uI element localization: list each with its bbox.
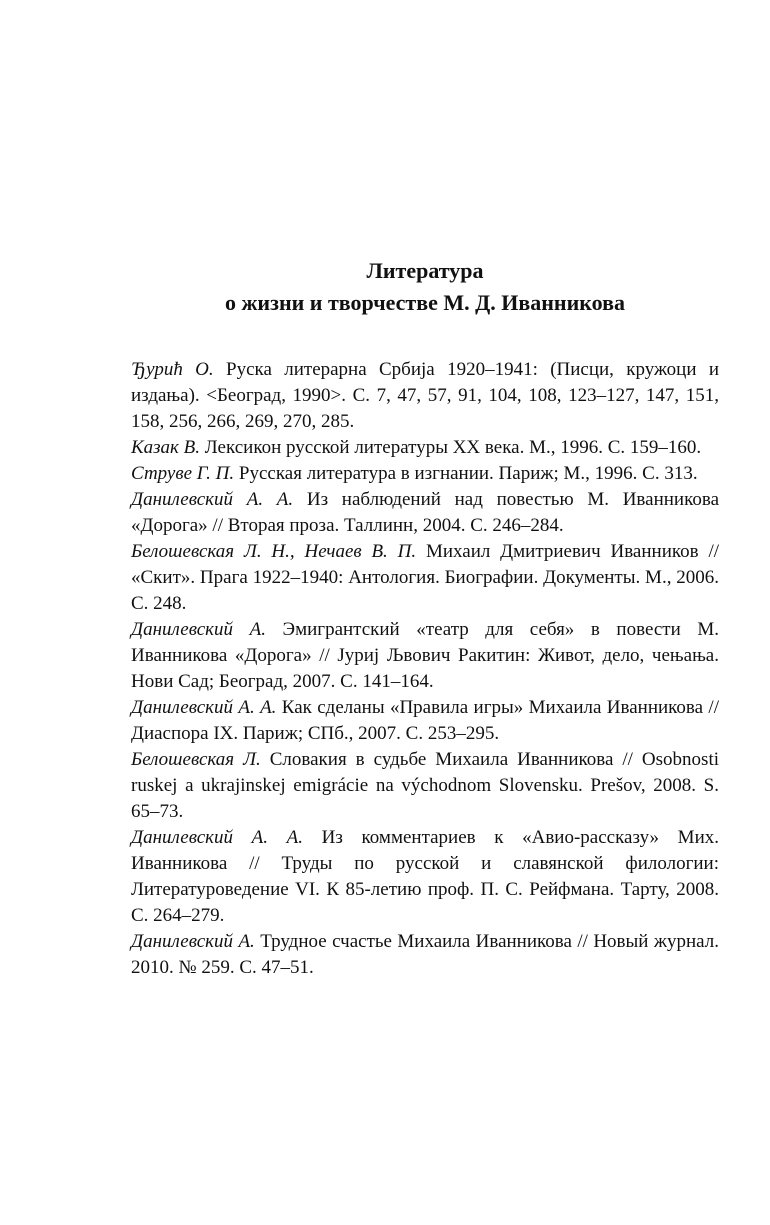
reference-item [131, 487, 719, 539]
reference-item [131, 357, 719, 435]
reference-author: Белошевская Л. [131, 749, 261, 770]
reference-author: Ђурић О. [131, 359, 214, 380]
reference-text: Трудное счастье Михаила Иванникова // Новый журнал. 2010. № 259. С. 47–51. [131, 931, 720, 978]
reference-item [131, 435, 719, 461]
reference-text: Эмигрантский «театр для себя» в повести М. Иванникова «Дорога» // Јуриј Љвович Ракитин: Живот, дело, чењања. Нови Сад; Београд, 2007. С. 141–164. [131, 619, 719, 692]
reference-text: Словакия в судьбе Михаила Иванникова // Osobnosti ruskej a ukrajinskej emigrácie na východnom Slovensku. Prešov, 2008. S. 65–73. [131, 749, 720, 822]
reference-item [131, 747, 719, 825]
reference-text: Из наблюдений над повестью М. Иванникова «Дорога» // Вторая проза. Таллинн, 2004. С. 246–284. [131, 489, 719, 536]
reference-item [131, 929, 719, 981]
reference-item [131, 695, 719, 747]
reference-text: Как сделаны «Правила игры» Михаила Иванникова // Диаспора IX. Париж; СПб., 2007. С. 253–295. [131, 697, 719, 744]
reference-text: Русская литература в изгнании. Париж; М., 1996. С. 313. [238, 463, 698, 484]
reference-text: Лексикон русской литературы XX века. М., 1996. С. 159–160. [204, 437, 702, 458]
reference-item [131, 617, 719, 695]
reference-author: Казак В. [131, 437, 201, 458]
reference-author: Данилевский А. А. [131, 827, 304, 848]
title-line-2: о жизни и творчестве М. Д. Иванникова [224, 290, 626, 315]
reference-text: Михаил Дмитриевич Иванников // «Скит». Прага 1922–1940: Антология. Биографии. Документы. М., 2006. С. 248. [131, 541, 719, 614]
reference-author: Данилевский А. [131, 619, 266, 640]
reference-text: Руска литерарна Србија 1920–1941: (Писци, кружоци и издања). <Београд, 1990>. С. 7, 47, 57, 91, 104, 108, 123–127, 147, 151, 158, 256, 266, 269, 270, 285. [131, 359, 720, 432]
reference-item [131, 825, 719, 929]
reference-author: Данилевский А. [131, 931, 255, 952]
page-title [131, 255, 719, 319]
reference-author: Струве Г. П. [131, 463, 235, 484]
reference-list [131, 357, 719, 981]
reference-item [131, 461, 719, 487]
reference-author: Белошевская Л. Н., Нечаев В. П. [131, 541, 417, 562]
title-line-1: Литература [366, 258, 484, 283]
reference-author: Данилевский А. А. [131, 489, 294, 510]
reference-author: Данилевский А. А. [131, 697, 277, 718]
bibliography-page [131, 255, 719, 981]
reference-item [131, 539, 719, 617]
reference-text: Из комментариев к «Авио-рассказу» Мих. Иванникова // Труды по русской и славянской филологии: Литературоведение VI. К 85-летию проф. П. С. Рейфмана. Тарту, 2008. С. 264–279. [131, 827, 719, 926]
